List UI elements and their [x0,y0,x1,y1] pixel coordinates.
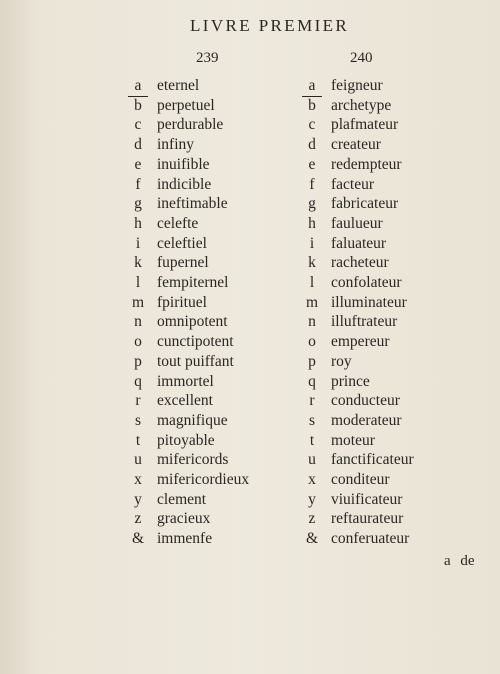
left-word: magnifique [157,412,228,429]
left-word: infiny [157,136,195,153]
right-letter: g [308,195,316,212]
right-letter: p [308,353,316,370]
right-letter: k [308,254,316,271]
right-word: viuificateur [331,491,403,508]
right-word: conditeur [331,471,390,488]
table-row [0,76,500,96]
table-row [0,214,500,234]
right-letter: o [308,333,316,350]
left-letter: d [134,136,142,153]
left-letter: y [134,491,142,508]
left-letter: g [134,195,142,212]
right-word: illuminateur [331,294,407,311]
right-letter: q [308,373,316,390]
right-word: prince [331,373,370,390]
left-letter: b [134,97,142,114]
left-word: tout puiffant [157,353,234,370]
table-row [0,135,500,155]
left-word: perpetuel [157,97,215,114]
right-word: faulueur [331,215,383,232]
left-word: celefte [157,215,199,232]
table-row [0,391,500,411]
table-row [0,293,500,313]
left-word: immenfe [157,530,213,547]
left-word: gracieux [157,510,211,527]
right-letter: l [309,274,315,291]
table-row [0,234,500,254]
left-letter: e [134,156,142,173]
left-word: fupernel [157,254,209,271]
left-word: fpirituel [157,294,207,311]
right-letter: t [309,432,315,449]
left-letter: i [135,235,141,252]
right-word: moderateur [331,412,402,429]
left-letter: q [134,373,142,390]
right-letter: c [308,116,316,133]
right-letter: d [308,136,316,153]
left-word: ineftimable [157,195,228,212]
table-row [0,470,500,490]
right-word: conferuateur [331,530,410,547]
left-word: eternel [157,77,200,94]
right-word: reftaurateur [331,510,404,527]
left-word: immortel [157,373,214,390]
left-letter: r [135,392,141,409]
right-letter: b [308,97,316,114]
left-word: cunctipotent [157,333,234,350]
left-letter: z [134,510,142,527]
right-letter: n [308,313,316,330]
right-letter: z [308,510,316,527]
right-word: feigneur [331,77,383,94]
right-word: conducteur [331,392,400,409]
table-row [0,155,500,175]
left-letter: s [134,412,142,429]
right-letter: u [308,451,316,468]
right-letter: & [305,530,319,547]
table-row [0,253,500,273]
right-letter: x [308,471,316,488]
left-word: omnipotent [157,313,228,330]
right-word: fabricateur [331,195,399,212]
table-row [0,312,500,332]
running-head: LIVRE PREMIER [190,16,350,35]
left-letter: & [131,530,145,547]
right-letter: s [308,412,316,429]
table-row [0,352,500,372]
right-word: illuftrateur [331,313,398,330]
right-word: roy [331,353,352,370]
right-word: createur [331,136,381,153]
table-row [0,194,500,214]
right-word: archetype [331,97,392,114]
left-word: clement [157,491,207,508]
table-row [0,529,500,549]
table-row [0,332,500,352]
right-word: racheteur [331,254,389,271]
left-letter: n [134,313,142,330]
right-letter: m [305,294,319,311]
left-word: indicible [157,176,212,193]
table-row [0,509,500,529]
right-letter: f [309,176,315,193]
left-word: celeftiel [157,235,207,252]
table-row [0,175,500,195]
table-row [0,411,500,431]
table-row [0,115,500,135]
table-row [0,96,500,116]
left-word: mifericordieux [157,471,250,488]
right-word: faluateur [331,235,387,252]
left-word: pitoyable [157,432,215,449]
right-letter: i [309,235,315,252]
left-letter: x [134,471,142,488]
table-row [0,490,500,510]
right-word: fanctificateur [331,451,414,468]
left-letter: a [128,76,148,97]
right-word: confolateur [331,274,402,291]
left-letter: m [131,294,145,311]
left-word: mifericords [157,451,229,468]
right-letter: h [308,215,316,232]
table-row [0,431,500,451]
left-word: inuifible [157,156,210,173]
left-letter: c [134,116,142,133]
left-word: excellent [157,392,213,409]
table-row [0,273,500,293]
right-word: redempteur [331,156,402,173]
left-word: fempiternel [157,274,229,291]
left-letter: u [134,451,142,468]
left-letter: p [134,353,142,370]
right-word: moteur [331,432,375,449]
left-word: perdurable [157,116,224,133]
left-letter: o [134,333,142,350]
left-letter: t [135,432,141,449]
left-letter: k [134,254,142,271]
table-row [0,372,500,392]
left-letter: l [135,274,141,291]
left-letter: h [134,215,142,232]
left-letter: f [135,176,141,193]
right-letter: y [308,491,316,508]
right-word: plafmateur [331,116,399,133]
right-word: empereur [331,333,390,350]
right-letter: e [308,156,316,173]
right-page-number: 240 [350,50,373,66]
right-letter: a [302,76,322,97]
table-row [0,450,500,470]
right-word: facteur [331,176,375,193]
left-page-number: 239 [196,50,219,66]
right-letter: r [309,392,315,409]
catchword: a de [444,553,475,569]
